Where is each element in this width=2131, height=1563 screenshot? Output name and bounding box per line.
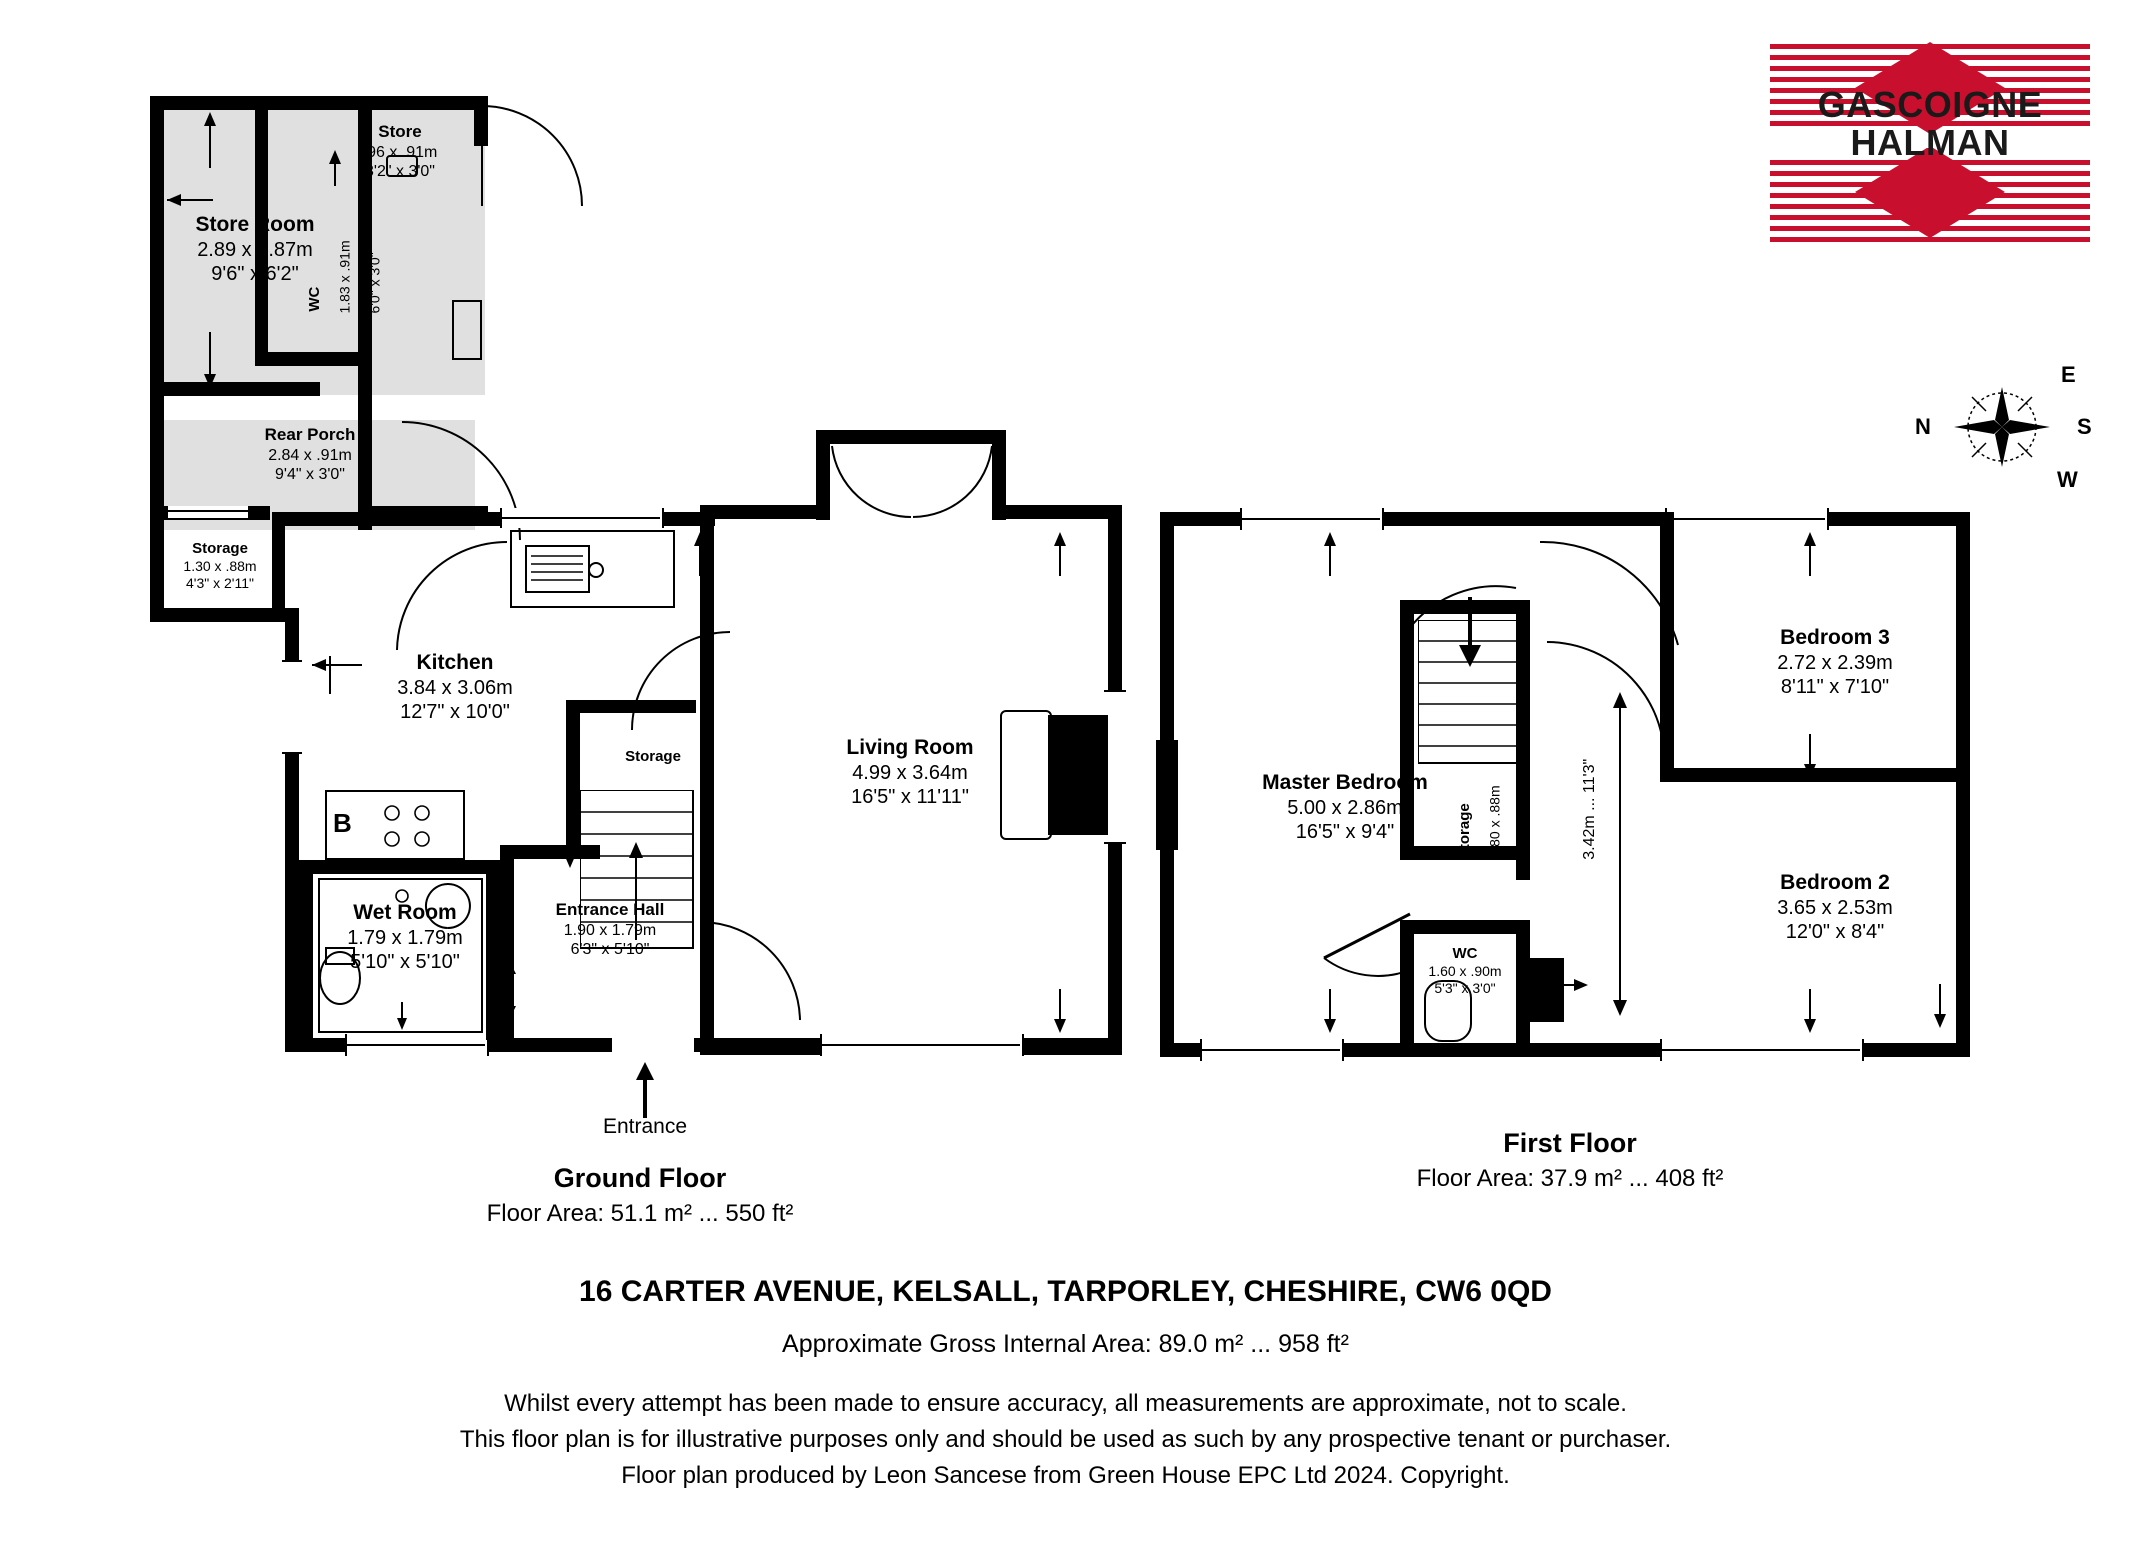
logo-line-2: HALMAN — [1850, 121, 2010, 163]
dim-arrow-living-up — [1050, 530, 1070, 580]
wall-ff-wc-top — [1400, 920, 1530, 934]
dim-arrow-store-down — [200, 330, 220, 390]
landing-dimension-label: 3.42m ... 11'3" — [1581, 758, 1599, 860]
room-label-entrance-hall: Entrance Hall 1.90 x 1.79m 6'3" x 5'10" — [555, 900, 665, 959]
wall-storage-bottom — [150, 608, 285, 622]
window-storage — [168, 506, 248, 518]
ground-floor-title: Ground Floor Floor Area: 51.1 m² ... 550 ft² — [486, 1163, 794, 1227]
door-arc-store — [480, 104, 590, 214]
dim-arrow-bed3-up — [1800, 530, 1820, 580]
compass-label-east: E — [2061, 362, 2076, 387]
door-arc-landing — [1400, 570, 1520, 640]
door-arc-bay — [830, 444, 995, 519]
room-label-wc-dim-ft: 6'0" x 3'0" — [366, 252, 383, 314]
room-label-master-bedroom: Master Bedroom 5.00 x 2.86m 16'5" x 9'4" — [1262, 771, 1428, 843]
logo-wordmark — [1770, 86, 2090, 162]
entrance-label: Entrance — [602, 1115, 688, 1138]
room-label-ff-wc: WC 1.60 x .90m 5'3" x 3'0" — [1428, 945, 1502, 997]
room-label-ff-storage-dim-ft: 5'11" x 2'11" — [1516, 783, 1533, 859]
gross-internal-area: Approximate Gross Internal Area: 89.0 m² ... 958 ft² — [782, 1330, 1349, 1358]
room-label-living-room: Living Room 4.99 x 3.64m 16'5" x 11'11" — [846, 736, 974, 808]
boiler-label: B — [333, 808, 352, 838]
dim-arrow-kitchen-up — [690, 530, 710, 580]
wall-ground-storage-top — [566, 700, 696, 713]
kitchen-sink-drain — [588, 562, 604, 578]
compass-label-north: N — [1915, 414, 1931, 439]
dim-arrow-master-up — [1320, 530, 1340, 580]
window-ff-bottom-left-line — [1200, 1049, 1340, 1051]
compass-label-south: S — [2077, 414, 2092, 439]
dim-arrow-bed2-down — [1800, 985, 1820, 1035]
logo-line-1: GASCOIGNE — [1817, 84, 2043, 125]
room-label-wc-dim-m — [336, 284, 353, 314]
wall-living-top-left — [700, 505, 830, 519]
dim-arrow-bed3-down — [1800, 730, 1820, 780]
room-label-bedroom-3: Bedroom 3 2.72 x 2.39m 8'11" x 7'10" — [1777, 626, 1893, 698]
room-label-rear-porch: Rear Porch 2.84 x .91m 9'4" x 3'0" — [264, 425, 356, 484]
door-arc-kitchen-porch — [395, 540, 525, 660]
door-arc-bed2 — [1545, 640, 1665, 780]
compass-label-west: W — [2057, 467, 2078, 492]
landing-dim-arrow — [1608, 690, 1632, 1020]
front-door — [612, 1036, 694, 1056]
disclaimer-line-1: Whilst every attempt has been made to ensure accuracy, all measurements are approximate, not to scale. — [504, 1390, 1627, 1417]
dim-arrow-ffwc-right — [1540, 975, 1590, 995]
door-arc-bed3 — [1530, 540, 1680, 650]
room-label-wet-room: Wet Room 1.79 x 1.79m 5'10" x 5'10" — [347, 901, 463, 973]
dim-arrow-store-up — [200, 110, 220, 170]
wall-ff-right — [1956, 512, 1970, 1057]
wall-porch-left — [150, 382, 164, 512]
window-storage-line — [168, 510, 248, 512]
room-label-storage-understair: Storage — [625, 748, 681, 765]
room-label-store: Store .96 x .91m 3'2" x 3'0" — [362, 122, 438, 181]
wall-wetroom-top — [299, 860, 499, 874]
window-ff-top-left-line — [1240, 518, 1380, 520]
wall-living-top-right — [992, 505, 1122, 519]
property-address: 16 CARTER AVENUE, KELSALL, TARPORLEY, CHESHIRE, CW6 0QD — [579, 1275, 1552, 1308]
first-floor-title: First Floor Floor Area: 37.9 m² ... 408 ft² — [1416, 1128, 1724, 1192]
kitchen-drainer-lines — [528, 550, 586, 588]
wc-toilet-icon — [452, 300, 482, 360]
room-label-kitchen: Kitchen 3.84 x 3.06m 12'7" x 10'0" — [397, 651, 513, 723]
window-kitchen-left — [282, 660, 302, 754]
compass-rose — [1915, 352, 2090, 502]
wall-kitchen-left-upper — [285, 608, 299, 638]
kitchen-hob-icon — [370, 795, 460, 857]
window-ff-bottom-right-line — [1660, 1049, 1860, 1051]
window-ground-bottom-line — [820, 1044, 1020, 1046]
door-arc-kitchen-hall — [630, 630, 740, 740]
window-kitchen-top-line — [500, 517, 660, 519]
disclaimer-line-2: This floor plan is for illustrative purposes only and should be used as such by any prospective tenant or purchaser. — [459, 1426, 1672, 1453]
company-logo — [1770, 38, 2090, 243]
room-label-ff-storage-dim-m: 1.80 x .88m — [1486, 785, 1503, 859]
wall-store-bottom — [150, 382, 320, 396]
entrance-arrow — [630, 1060, 660, 1120]
room-label-wc-name: WC — [305, 286, 323, 312]
wall-store-top-right — [358, 96, 488, 110]
dim-arrow-store-left — [165, 190, 225, 210]
wall-living-bay-top — [816, 430, 1006, 444]
dim-arrow-hall — [560, 820, 580, 870]
door-arc-hall-living — [700, 920, 810, 1030]
window-wetroom-bottom-line — [345, 1044, 485, 1046]
disclaimer-line-3: Floor plan produced by Leon Sancese from Green House EPC Ltd 2024. Copyright. — [621, 1462, 1510, 1489]
window-master-left — [1156, 740, 1178, 850]
wall-wc-bottom — [255, 352, 365, 366]
room-label-bedroom-2: Bedroom 2 3.65 x 2.53m 12'0" x 8'4" — [1777, 871, 1893, 943]
dim-arrow-master-down — [1320, 985, 1340, 1035]
window-ff-top-right-line — [1665, 518, 1825, 520]
dim-arrow-bed2-corner — [1930, 980, 1950, 1030]
room-label-storage-ground: Storage 1.30 x .88m 4'3" x 2'11" — [183, 540, 257, 592]
dim-arrow-living-down — [1050, 985, 1070, 1035]
room-label-ff-storage-name: Storage — [1455, 803, 1473, 860]
room-label-store-room: Store Room 2.89 x 1.87m 9'6" x 6'2" — [195, 213, 315, 285]
